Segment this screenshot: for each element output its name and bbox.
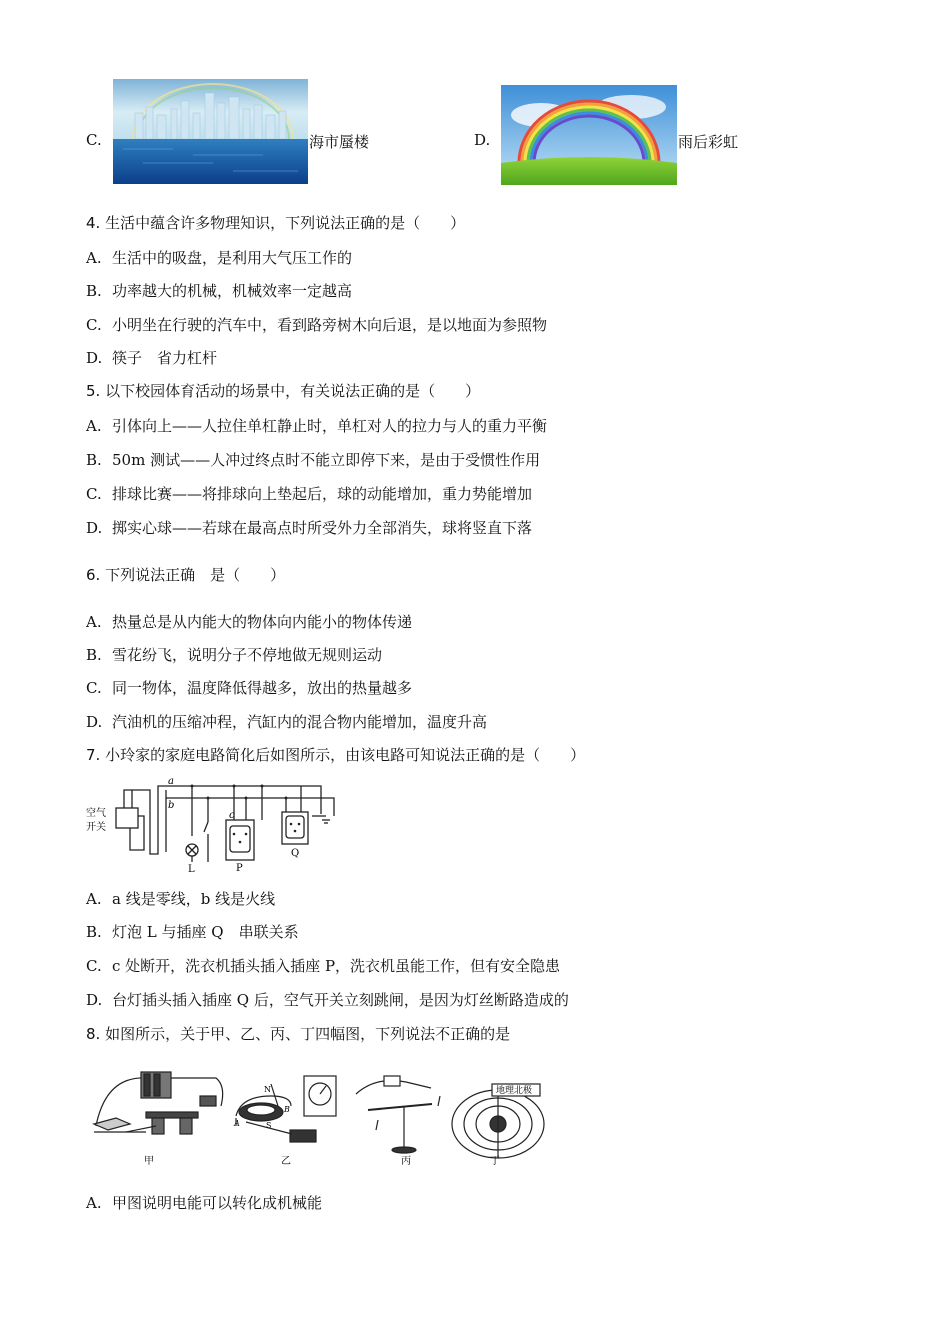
- question-text: 小玲家的家庭电路简化后如图所示，由该电路可知说法正确的是（ ）: [105, 746, 586, 764]
- question-7: [86, 745, 585, 765]
- option-text: 排球比赛——将排球向上垫起后，球的动能增加，重力势能增加: [112, 485, 533, 503]
- question-6: [86, 565, 285, 585]
- circuit-label-L: L: [188, 864, 195, 872]
- option-letter: B.: [86, 923, 102, 941]
- label-ding: 丁: [490, 1156, 500, 1167]
- rainbow-image: [501, 85, 677, 185]
- q6-option-a: [86, 612, 412, 632]
- option-letter: B.: [86, 282, 102, 300]
- question-number: 8.: [86, 1025, 101, 1043]
- option-text: 生活中的吸盘，是利用大气压工作的: [112, 249, 353, 267]
- circuit-diagram: [86, 776, 346, 872]
- option-letter: D.: [86, 991, 103, 1009]
- question-text: 下列说法正确 是（ ）: [105, 566, 286, 584]
- question-number: 5.: [86, 382, 101, 400]
- option-letter: A.: [86, 1194, 102, 1212]
- option-text: 功率越大的机械，机械效率一定越高: [112, 282, 353, 300]
- label-N: N: [264, 1085, 271, 1094]
- q7-option-d: [86, 990, 569, 1010]
- four-experiments-figure: [86, 1066, 546, 1170]
- option-text: 灯泡 L 与插座 Q 串联关系: [112, 923, 299, 941]
- question-number: 7.: [86, 746, 101, 764]
- option-letter: C.: [86, 485, 102, 503]
- option-text: c 处断开，洗衣机插头插入插座 P，洗衣机虽能工作，但有安全隐患: [112, 957, 561, 975]
- option-text: 筷子 省力杠杆: [112, 349, 218, 367]
- question-text: 以下校园体育活动的场景中，有关说法正确的是（ ）: [105, 382, 481, 400]
- q4-option-b: [86, 281, 352, 301]
- option-text: 50m 测试——人冲过终点时不能立即停下来，是由于受惯性作用: [112, 451, 541, 469]
- q7-option-a: [86, 889, 275, 909]
- circuit-label-a: a: [168, 776, 174, 787]
- option-c-caption: 海市蜃楼: [309, 133, 370, 151]
- rainbow-illustration: [501, 85, 677, 185]
- option-text: 台灯插头插入插座 Q 后，空气开关立刻跳闸，是因为灯丝断路造成的: [112, 991, 569, 1009]
- household-circuit-figure: [86, 776, 346, 872]
- option-text: 汽油机的压缩冲程，汽缸内的混合物内能增加，温度升高: [112, 713, 488, 731]
- label-bing: 丙: [401, 1156, 411, 1167]
- option-letter: B.: [86, 646, 102, 664]
- label-B: B: [284, 1105, 290, 1114]
- circuit-label-P: P: [236, 863, 243, 872]
- label-A: A: [234, 1119, 240, 1128]
- option-letter: C.: [86, 957, 102, 975]
- circuit-label-b: b: [168, 800, 175, 811]
- circuit-label-switch: 开关: [86, 822, 106, 833]
- q5-option-d: [86, 518, 532, 538]
- q4-option-c: [86, 315, 547, 335]
- option-letter: B.: [86, 451, 102, 469]
- question-text: 如图所示，关于甲、乙、丙、丁四幅图，下列说法不正确的是: [105, 1025, 511, 1043]
- q6-option-d: [86, 712, 487, 732]
- question-text: 生活中蕴含许多物理知识，下列说法正确的是（ ）: [105, 214, 466, 232]
- option-letter: A.: [86, 613, 102, 631]
- question-number: 6.: [86, 566, 101, 584]
- q6-option-c: [86, 678, 412, 698]
- question-number: 4.: [86, 214, 101, 232]
- label-geographic-north: 地理北极: [496, 1086, 533, 1096]
- option-text: 引体向上——人拉住单杠静止时，单杠对人的拉力与人的重力平衡: [112, 417, 548, 435]
- q5-option-b: [86, 450, 540, 470]
- option-letter: A.: [86, 890, 102, 908]
- q5-option-a: [86, 416, 547, 436]
- label-S: S: [266, 1121, 272, 1130]
- option-letter: D.: [86, 349, 103, 367]
- option-text: 雪花纷飞，说明分子不停地做无规则运动: [112, 646, 383, 664]
- option-text: 小明坐在行驶的汽车中，看到路旁树木向后退，是以地面为参照物: [112, 316, 548, 334]
- q8-option-a: [86, 1193, 322, 1213]
- circuit-label-air: 空气: [86, 808, 106, 819]
- experiments-diagram: [86, 1066, 546, 1170]
- option-text: a 线是零线，b 线是火线: [112, 890, 276, 908]
- q4-option-a: [86, 248, 352, 268]
- mirage-image: [113, 79, 308, 184]
- option-text: 甲图说明电能可以转化成机械能: [112, 1194, 323, 1212]
- circuit-label-Q: Q: [291, 848, 300, 859]
- option-letter: C.: [86, 316, 102, 334]
- q4-option-d: [86, 348, 217, 368]
- option-letter: D.: [86, 713, 103, 731]
- option-letter: A.: [86, 249, 102, 267]
- q6-option-b: [86, 645, 382, 665]
- option-d-letter: D.: [474, 131, 491, 149]
- question-5: [86, 381, 480, 401]
- mirage-illustration: [113, 79, 308, 184]
- question-4: [86, 213, 465, 233]
- label-jia: 甲: [144, 1156, 154, 1167]
- option-d-caption: 雨后彩虹: [678, 133, 739, 151]
- option-letter: C.: [86, 679, 102, 697]
- question-8: [86, 1024, 510, 1044]
- option-letter: A.: [86, 417, 102, 435]
- circuit-label-c: c: [229, 810, 235, 821]
- option-text: 热量总是从内能大的物体向内能小的物体传递: [112, 613, 413, 631]
- label-yi: 乙: [281, 1156, 291, 1167]
- option-letter: D.: [86, 519, 103, 537]
- option-text: 掷实心球——若球在最高点时所受外力全部消失，球将竖直下落: [112, 519, 533, 537]
- option-text: 同一物体，温度降低得越多，放出的热量越多: [112, 679, 413, 697]
- q5-option-c: [86, 484, 532, 504]
- q7-option-c: [86, 956, 560, 976]
- q7-option-b: [86, 922, 299, 942]
- option-c-letter: C.: [86, 131, 102, 149]
